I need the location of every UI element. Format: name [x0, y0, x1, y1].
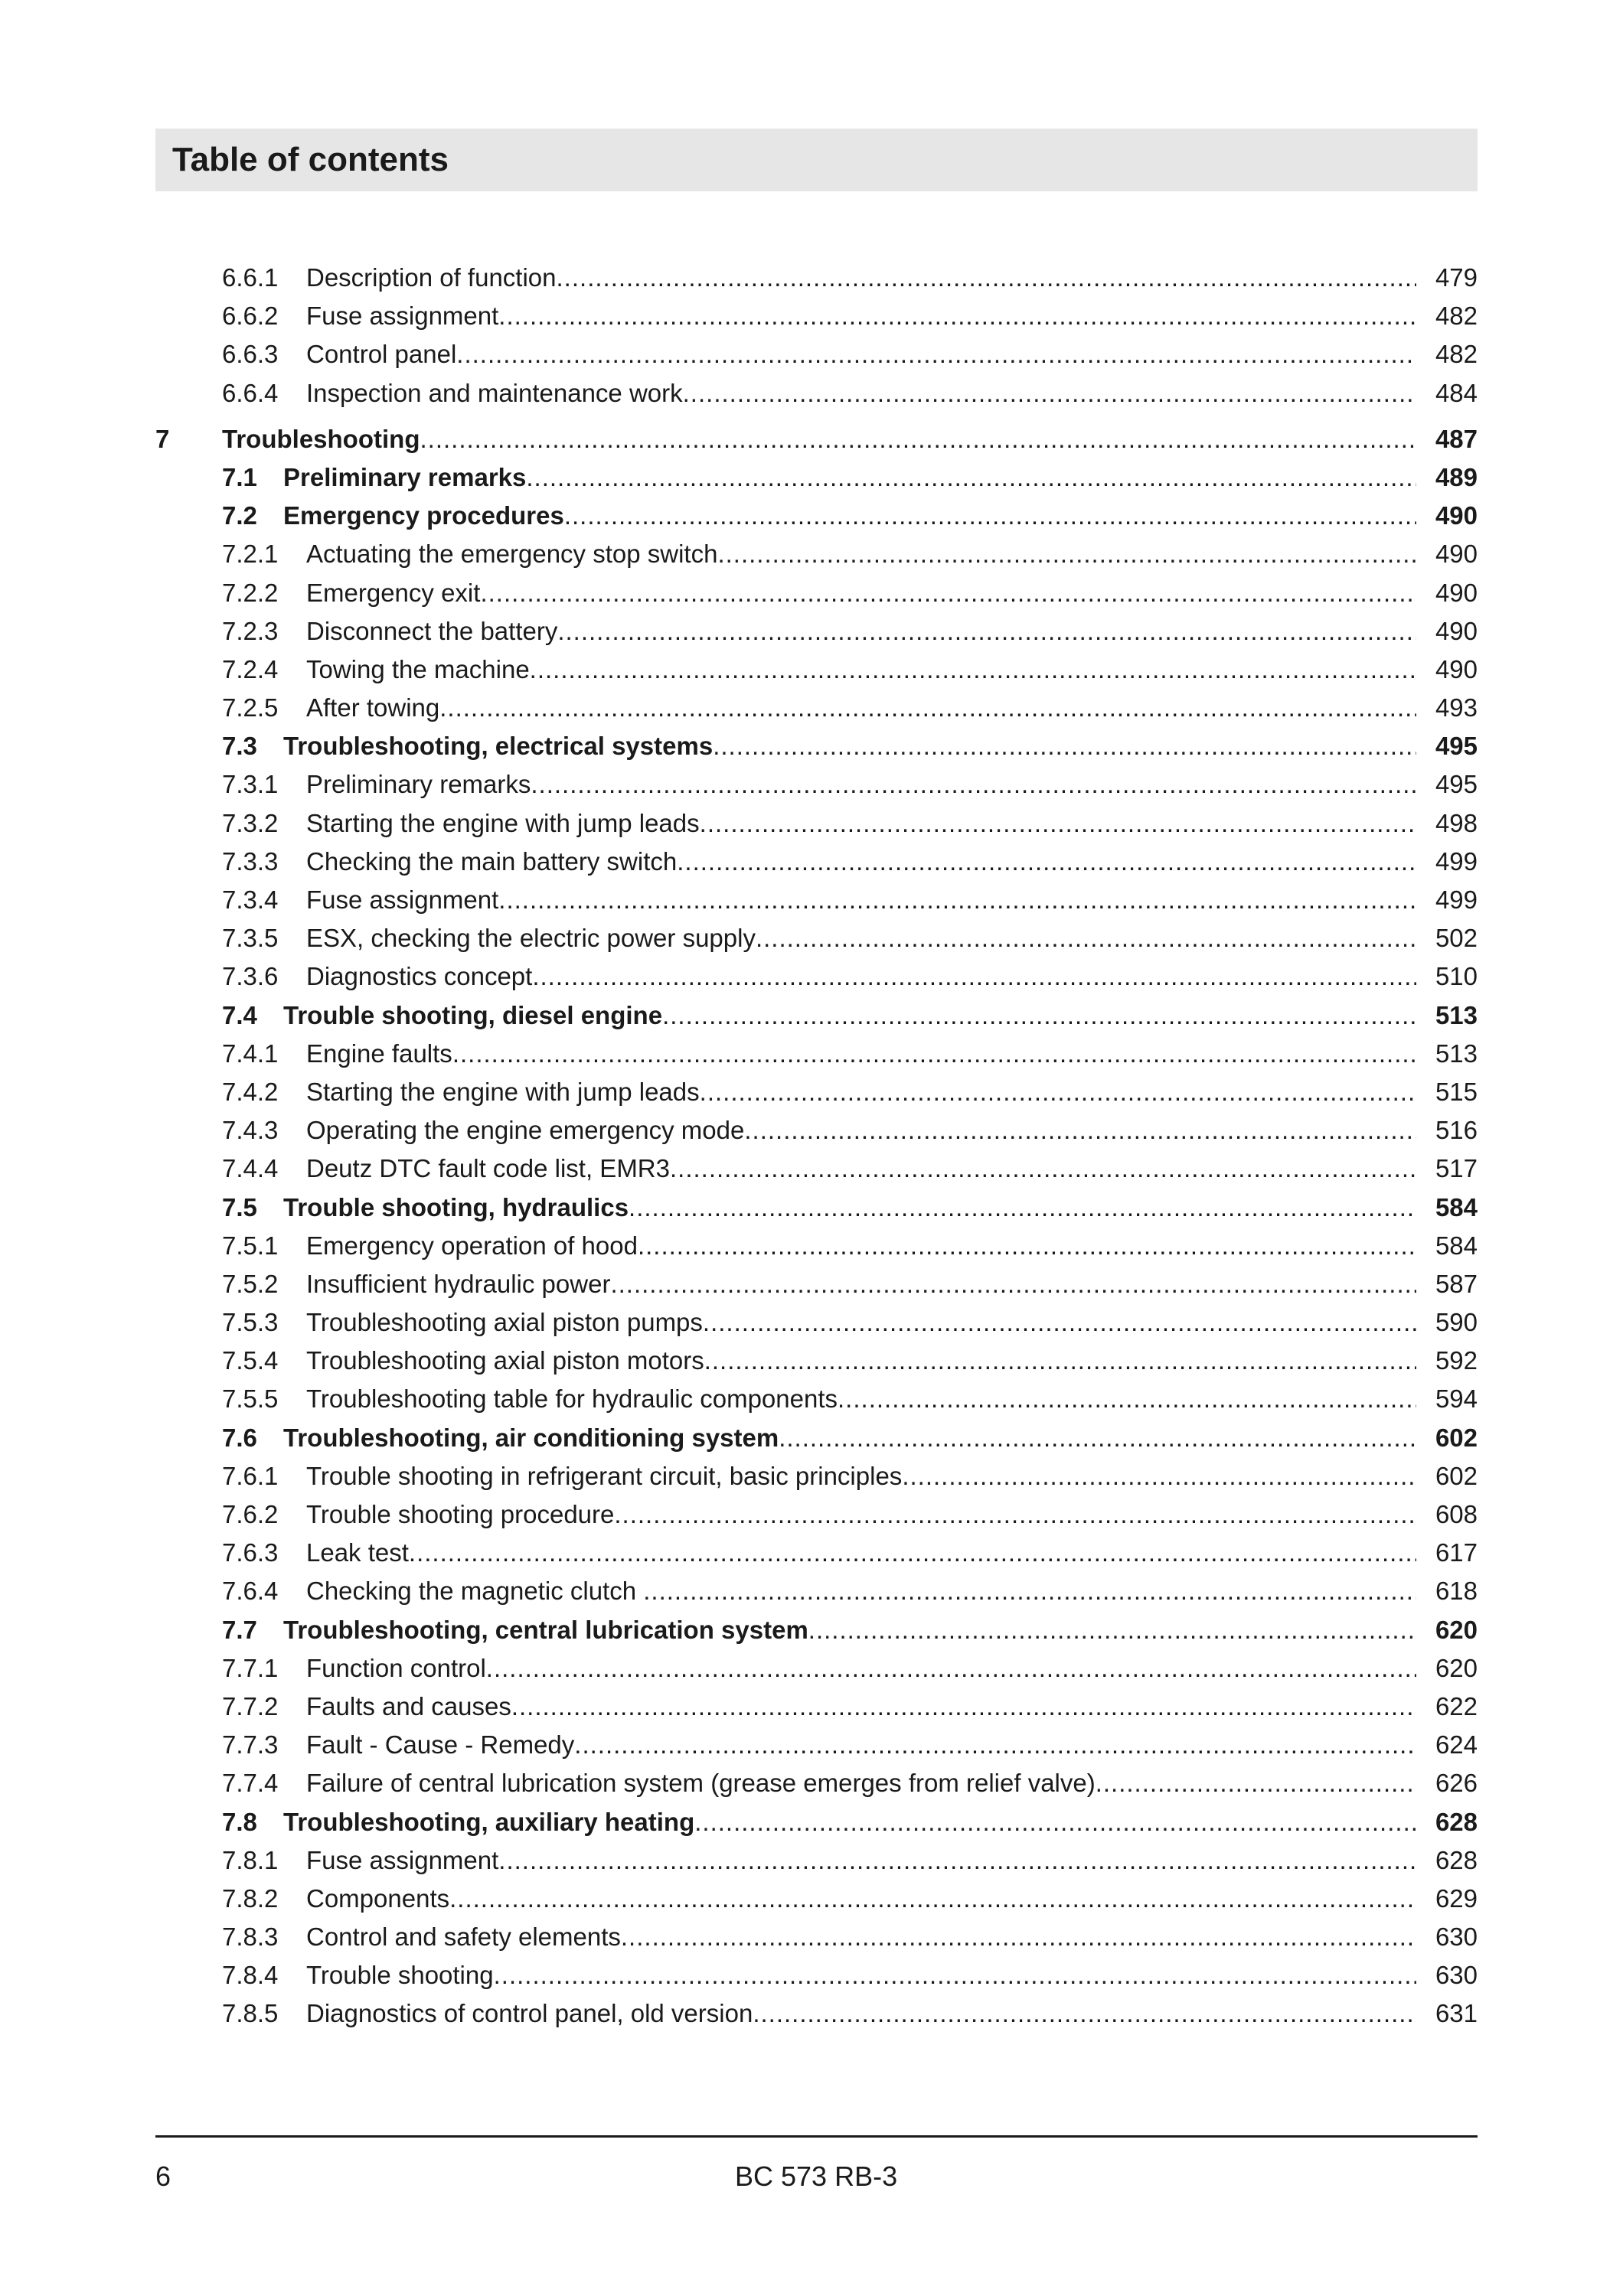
toc-entry[interactable] [155, 804, 1478, 843]
toc-entry-leader [306, 1649, 1416, 1688]
toc-entry-number: 7.2 [222, 501, 257, 530]
toc-entry[interactable] [155, 1150, 1478, 1188]
toc-entry-page: 489 [1435, 462, 1478, 491]
toc-entry-leader [306, 1150, 1416, 1188]
toc-entry[interactable] [155, 843, 1478, 881]
dot-leader [614, 1495, 1416, 1534]
toc-entry-page: 620 [1435, 1653, 1478, 1682]
dot-leader [677, 843, 1416, 881]
toc-entry-leader [306, 957, 1416, 996]
toc-entry-number: 7.7.2 [222, 1691, 279, 1720]
toc-entry-page: 495 [1435, 770, 1478, 799]
toc-entry-title: Preliminary remarks [283, 462, 527, 491]
toc-entry-number: 7.7 [222, 1615, 257, 1644]
toc-entry-title: Fault - Cause - Remedy [306, 1730, 575, 1760]
footer-document-id: BC 573 RB-3 [735, 2161, 898, 2192]
toc-entry-title: Troubleshooting [222, 424, 420, 453]
toc-entry-number: 7.8.3 [222, 1923, 279, 1952]
toc-entry-page: 484 [1435, 378, 1478, 407]
toc-entry-title: Components [306, 1883, 450, 1913]
toc-entry-page: 626 [1435, 1769, 1478, 1798]
toc-entry-leader [222, 420, 1416, 458]
dot-leader [902, 1457, 1416, 1495]
dot-leader [574, 1726, 1416, 1764]
toc-entry-number: 7.4 [222, 1000, 257, 1029]
toc-entry-number: 7.7.4 [222, 1769, 279, 1798]
toc-entry-leader [306, 919, 1416, 957]
toc-entry[interactable] [155, 458, 1478, 497]
dot-leader [744, 1111, 1416, 1150]
toc-entry-number: 7.8 [222, 1807, 257, 1836]
toc-entry-title: Emergency procedures [283, 501, 564, 530]
dot-leader [670, 1150, 1416, 1188]
toc-entry-number: 7 [155, 424, 170, 453]
toc-entry-number: 7.3.1 [222, 770, 279, 799]
footer-page-number: 6 [155, 2161, 171, 2192]
toc-entry-leader [306, 1726, 1416, 1764]
toc-entry-leader [306, 1380, 1416, 1418]
toc-entry[interactable] [155, 612, 1478, 651]
toc-entry-leader [306, 1073, 1416, 1111]
toc-entry-leader [306, 1918, 1416, 1956]
toc-entry-leader [306, 765, 1416, 804]
toc-entry-number: 7.6 [222, 1423, 257, 1452]
dot-leader [756, 919, 1416, 957]
toc-entry-title: Troubleshooting, central lubrication system [283, 1615, 808, 1644]
toc-entry-number: 7.7.1 [222, 1653, 279, 1682]
toc-entry-leader [306, 651, 1416, 689]
toc-entry[interactable] [155, 1841, 1478, 1880]
toc-entry-number: 7.3.5 [222, 924, 279, 953]
toc-entry-title: Inspection and maintenance work [306, 378, 683, 407]
toc-entry-leader [306, 1342, 1416, 1380]
dot-leader [486, 1649, 1416, 1688]
toc-entry-page: 490 [1435, 654, 1478, 683]
toc-entry[interactable] [155, 1073, 1478, 1111]
toc-entry-number: 7.3.3 [222, 846, 279, 876]
dot-leader [498, 881, 1416, 919]
dot-leader [838, 1380, 1416, 1418]
dot-leader [621, 1918, 1416, 1956]
toc-entry-page: 628 [1435, 1845, 1478, 1874]
toc-entry[interactable] [155, 1227, 1478, 1265]
toc-entry-page: 479 [1435, 263, 1478, 292]
toc-entry-leader [306, 1534, 1416, 1572]
toc-entry-title: Starting the engine with jump leads [306, 1077, 700, 1106]
toc-entry-number: 7.7.3 [222, 1730, 279, 1760]
toc-entry[interactable] [155, 374, 1478, 413]
toc-entry-number: 7.5.3 [222, 1308, 279, 1337]
toc-entry-title: Emergency operation of hood [306, 1231, 638, 1260]
toc-entry-title: Fuse assignment [306, 885, 499, 914]
toc-entry-number: 7.4.3 [222, 1116, 279, 1145]
toc-entry-leader [306, 1764, 1416, 1802]
toc-entry-title: Preliminary remarks [306, 770, 531, 799]
dot-leader [526, 458, 1416, 497]
toc-entry-title: Checking the magnetic clutch [306, 1577, 644, 1606]
toc-entry-leader [306, 612, 1416, 651]
toc-entry-title: Operating the engine emergency mode [306, 1116, 745, 1145]
toc-entry-title: ESX, checking the electric power supply [306, 924, 756, 953]
toc-entry-title: Diagnostics of control panel, old version [306, 1999, 753, 2028]
toc-entry-leader [306, 1111, 1416, 1150]
toc-entry-leader [306, 1572, 1416, 1610]
toc-entry-page: 622 [1435, 1691, 1478, 1720]
dot-leader [511, 1688, 1416, 1726]
dot-leader [717, 535, 1416, 573]
toc-entry[interactable] [155, 996, 1478, 1035]
toc-entry-number: 7.3 [222, 732, 257, 761]
toc-entry-page: 510 [1435, 962, 1478, 991]
toc-entry-page: 513 [1435, 1039, 1478, 1068]
toc-entry-page: 490 [1435, 501, 1478, 530]
toc-entry-page: 502 [1435, 924, 1478, 953]
dot-leader [449, 1880, 1416, 1918]
toc-entry[interactable] [155, 1534, 1478, 1572]
dot-leader [694, 1803, 1416, 1841]
toc-entry-leader [306, 1265, 1416, 1303]
dot-leader [808, 1611, 1416, 1649]
toc-entry[interactable] [155, 1803, 1478, 1841]
toc-entry-number: 7.2.4 [222, 654, 279, 683]
toc-entry-title: Towing the machine [306, 654, 530, 683]
dot-leader [456, 335, 1416, 373]
toc-entry-leader [283, 1419, 1416, 1457]
dot-leader [700, 804, 1416, 843]
dot-leader [409, 1534, 1416, 1572]
toc-entry-number: 7.4.1 [222, 1039, 279, 1068]
toc-entry-page: 490 [1435, 616, 1478, 645]
toc-entry-title: After towing [306, 693, 440, 722]
toc-entry[interactable] [155, 259, 1478, 297]
toc-entry-title: Trouble shooting, diesel engine [283, 1000, 663, 1029]
dot-leader [498, 1841, 1416, 1880]
toc-entry-title: Failure of central lubrication system (grease emerges from relief valve) [306, 1769, 1096, 1798]
dot-leader [557, 612, 1416, 651]
toc-entry-leader [306, 1227, 1416, 1265]
toc-entry-number: 7.5.2 [222, 1269, 279, 1298]
dot-leader [452, 1035, 1416, 1073]
toc-entry-leader [306, 574, 1416, 612]
dot-leader [557, 259, 1416, 297]
dot-leader [531, 765, 1416, 804]
toc-entry-page: 517 [1435, 1154, 1478, 1183]
dot-leader [700, 1073, 1416, 1111]
toc-entry-title: Trouble shooting in refrigerant circuit, basic principles [306, 1461, 903, 1490]
toc-entry-number: 7.2.3 [222, 616, 279, 645]
toc-entry-number: 6.6.2 [222, 302, 279, 331]
dot-leader [713, 727, 1416, 765]
toc-entry[interactable] [155, 335, 1478, 373]
footer-divider [155, 2135, 1478, 2138]
toc-entry-page: 592 [1435, 1346, 1478, 1375]
toc-entry-page: 629 [1435, 1883, 1478, 1913]
toc-entry-leader [306, 881, 1416, 919]
dot-leader [629, 1189, 1416, 1227]
toc-entry-title: Insufficient hydraulic power [306, 1269, 611, 1298]
toc-entry-leader [283, 458, 1416, 497]
toc-entry[interactable] [155, 1956, 1478, 1994]
toc-entry-title: Actuating the emergency stop switch [306, 540, 718, 569]
toc-entry-leader [306, 335, 1416, 373]
toc-entry-title: Disconnect the battery [306, 616, 558, 645]
toc-entry-page: 630 [1435, 1961, 1478, 1990]
toc-entry-page: 587 [1435, 1269, 1478, 1298]
toc-entry-page: 513 [1435, 1000, 1478, 1029]
toc-entry-title: Emergency exit [306, 578, 481, 607]
dot-leader [643, 1572, 1416, 1610]
toc-entry-leader [283, 727, 1416, 765]
dot-leader [439, 689, 1416, 727]
toc-entry-leader [306, 535, 1416, 573]
dot-leader [779, 1419, 1416, 1457]
toc-entry-page: 493 [1435, 693, 1478, 722]
toc-entry-leader [283, 1189, 1416, 1227]
toc-entry[interactable] [155, 535, 1478, 573]
toc-entry-title: Troubleshooting axial piston pumps [306, 1308, 703, 1337]
toc-entry[interactable] [155, 1303, 1478, 1342]
toc-entry-leader [306, 1994, 1416, 2033]
toc-entry-title: Troubleshooting, electrical systems [283, 732, 714, 761]
toc-entry-title: Deutz DTC fault code list, EMR3 [306, 1154, 670, 1183]
toc-entry[interactable] [155, 1495, 1478, 1534]
toc-entry[interactable] [155, 1419, 1478, 1457]
toc-entry-title: Control panel [306, 340, 457, 369]
toc-entry-page: 495 [1435, 732, 1478, 761]
toc-entry-number: 7.6.1 [222, 1461, 279, 1490]
toc-entry-number: 7.4.4 [222, 1154, 279, 1183]
dot-leader [638, 1227, 1416, 1265]
toc-entry-number: 7.8.4 [222, 1961, 279, 1990]
toc-entry-number: 7.5.1 [222, 1231, 279, 1260]
toc-entry-number: 7.5.5 [222, 1384, 279, 1414]
toc-entry-leader [306, 1035, 1416, 1073]
dot-leader [683, 374, 1416, 413]
toc-entry-leader [283, 1803, 1416, 1841]
toc-entry[interactable] [155, 1572, 1478, 1610]
toc-entry[interactable] [155, 1457, 1478, 1495]
toc-entry[interactable] [155, 881, 1478, 919]
toc-entry-page: 482 [1435, 302, 1478, 331]
toc-entry[interactable] [155, 651, 1478, 689]
toc-entry-leader [306, 374, 1416, 413]
toc-entry[interactable] [155, 297, 1478, 335]
toc-entry[interactable] [155, 1611, 1478, 1649]
toc-entry-leader [306, 1457, 1416, 1495]
dot-leader [753, 1994, 1416, 2033]
dot-leader [662, 996, 1416, 1035]
toc-entry-title: Troubleshooting axial piston motors [306, 1346, 704, 1375]
toc-entry-leader [306, 259, 1416, 297]
toc-entry-title: Troubleshooting, auxiliary heating [283, 1807, 695, 1836]
toc-entry[interactable] [155, 1265, 1478, 1303]
toc-entry-title: Troubleshooting, air conditioning system [283, 1423, 779, 1452]
toc-entry-title: Checking the main battery switch [306, 846, 678, 876]
toc-entry-title: Leak test [306, 1538, 409, 1567]
toc-entry-page: 498 [1435, 808, 1478, 837]
toc-entry-number: 7.5.4 [222, 1346, 279, 1375]
toc-entry-number: 7.2.1 [222, 540, 279, 569]
dot-leader [494, 1956, 1416, 1994]
toc-entry-title: Trouble shooting [306, 1961, 494, 1990]
toc-entry-page: 515 [1435, 1077, 1478, 1106]
dot-leader [704, 1342, 1416, 1380]
toc-entry-number: 7.3.4 [222, 885, 279, 914]
toc-entry-number: 7.1 [222, 462, 257, 491]
toc-entry-number: 7.4.2 [222, 1077, 279, 1106]
toc-entry-leader [306, 843, 1416, 881]
toc-entry-number: 7.8.5 [222, 1999, 279, 2028]
dot-leader [420, 420, 1416, 458]
toc-entry-page: 602 [1435, 1461, 1478, 1490]
toc-entry-leader [283, 996, 1416, 1035]
toc-entry-page: 631 [1435, 1999, 1478, 2028]
toc-entry-page: 608 [1435, 1500, 1478, 1528]
toc-entry-page: 594 [1435, 1384, 1478, 1414]
page-title: Table of contents [172, 141, 449, 178]
toc-entry-leader [306, 297, 1416, 335]
toc-entry-page: 602 [1435, 1423, 1478, 1452]
toc-entry[interactable] [155, 1688, 1478, 1726]
toc-entry-page: 490 [1435, 540, 1478, 569]
toc-entry-title: Control and safety elements [306, 1923, 621, 1952]
toc-entry[interactable] [155, 1035, 1478, 1073]
toc-entry-page: 624 [1435, 1730, 1478, 1760]
toc-entry-number: 6.6.3 [222, 340, 279, 369]
toc-entry[interactable] [155, 420, 1478, 458]
dot-leader [1096, 1764, 1416, 1802]
toc-entry-page: 499 [1435, 885, 1478, 914]
dot-leader [532, 957, 1416, 996]
toc-entry[interactable] [155, 957, 1478, 996]
toc-entry[interactable] [155, 1726, 1478, 1764]
header-bar [155, 129, 1478, 191]
toc-entry-title: Trouble shooting procedure [306, 1500, 615, 1528]
toc-entry-page: 584 [1435, 1192, 1478, 1221]
toc-entry-number: 7.8.1 [222, 1845, 279, 1874]
toc-entry[interactable] [155, 574, 1478, 612]
toc-entry[interactable] [155, 1918, 1478, 1956]
dot-leader [530, 651, 1416, 689]
toc-entry[interactable] [155, 1380, 1478, 1418]
toc-entry-page: 499 [1435, 846, 1478, 876]
toc-entry-leader [283, 1611, 1416, 1649]
toc-entry[interactable] [155, 765, 1478, 804]
toc-entry-page: 490 [1435, 578, 1478, 607]
toc-entry-leader [306, 1303, 1416, 1342]
dot-leader [610, 1265, 1416, 1303]
table-of-contents [155, 259, 1478, 2033]
toc-entry[interactable] [155, 1111, 1478, 1150]
toc-entry-leader [306, 1956, 1416, 1994]
toc-entry-title: Fuse assignment [306, 1845, 499, 1874]
toc-entry-number: 7.6.2 [222, 1500, 279, 1528]
dot-leader [480, 574, 1416, 612]
toc-entry-number: 7.3.2 [222, 808, 279, 837]
toc-entry-leader [306, 1495, 1416, 1534]
toc-entry[interactable] [155, 1189, 1478, 1227]
toc-entry[interactable] [155, 689, 1478, 727]
toc-entry-number: 7.6.4 [222, 1577, 279, 1606]
toc-entry-leader [306, 804, 1416, 843]
toc-entry-page: 584 [1435, 1231, 1478, 1260]
toc-entry-title: Fuse assignment [306, 302, 499, 331]
toc-entry[interactable] [155, 1342, 1478, 1380]
toc-entry-title: Engine faults [306, 1039, 452, 1068]
toc-entry-leader [306, 1688, 1416, 1726]
toc-entry-page: 628 [1435, 1807, 1478, 1836]
toc-entry-number: 6.6.4 [222, 378, 279, 407]
toc-entry-page: 630 [1435, 1923, 1478, 1952]
toc-entry[interactable] [155, 727, 1478, 765]
toc-entry-page: 482 [1435, 340, 1478, 369]
toc-entry-page: 617 [1435, 1538, 1478, 1567]
toc-entry-number: 7.2.5 [222, 693, 279, 722]
toc-entry-page: 618 [1435, 1577, 1478, 1606]
toc-entry[interactable] [155, 1994, 1478, 2033]
dot-leader [703, 1303, 1416, 1342]
toc-entry-title: Starting the engine with jump leads [306, 808, 700, 837]
toc-entry-title: Trouble shooting, hydraulics [283, 1192, 629, 1221]
toc-entry[interactable] [155, 1880, 1478, 1918]
toc-entry-number: 7.2.2 [222, 578, 279, 607]
toc-entry-number: 7.8.2 [222, 1883, 279, 1913]
toc-entry-number: 7.5 [222, 1192, 257, 1221]
toc-entry-title: Diagnostics concept [306, 962, 533, 991]
toc-entry-number: 6.6.1 [222, 263, 279, 292]
toc-entry-title: Function control [306, 1653, 486, 1682]
toc-entry-title: Faults and causes [306, 1691, 511, 1720]
toc-entry-number: 7.6.3 [222, 1538, 279, 1567]
toc-entry-leader [306, 689, 1416, 727]
toc-entry-number: 7.3.6 [222, 962, 279, 991]
toc-entry-page: 516 [1435, 1116, 1478, 1145]
toc-entry[interactable] [155, 497, 1478, 535]
toc-entry-page: 487 [1435, 424, 1478, 453]
toc-entry[interactable] [155, 1649, 1478, 1688]
toc-entry-page: 590 [1435, 1308, 1478, 1337]
dot-leader [564, 497, 1416, 535]
toc-entry-title: Troubleshooting table for hydraulic components [306, 1384, 838, 1414]
toc-entry-leader [283, 497, 1416, 535]
toc-entry[interactable] [155, 1764, 1478, 1802]
toc-entry-leader [306, 1841, 1416, 1880]
toc-entry[interactable] [155, 919, 1478, 957]
toc-entry-page: 620 [1435, 1615, 1478, 1644]
dot-leader [498, 297, 1416, 335]
toc-entry-title: Description of function [306, 263, 557, 292]
toc-entry-leader [306, 1880, 1416, 1918]
